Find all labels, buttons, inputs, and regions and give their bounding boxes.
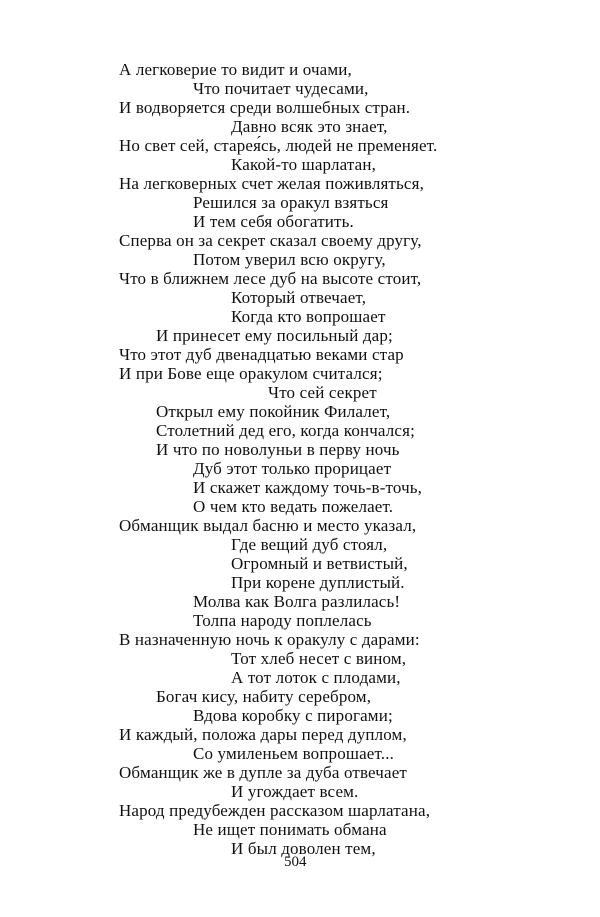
poem-line: Обманщик выдал басню и место указал, xyxy=(119,516,417,535)
poem-line: В назначенную ночь к оракулу с дарами: xyxy=(119,630,420,649)
poem-line: Что в ближнем лесе дуб на высоте стоит, xyxy=(119,269,422,288)
poem-line: Но свет сей, старея́сь, людей не пременяет. xyxy=(119,136,438,155)
poem-line: Который отвечает, xyxy=(231,288,367,307)
poem-line: Народ предубежден рассказом шарлатана, xyxy=(119,801,431,820)
poem-line: И при Бове еще оракулом считался; xyxy=(119,364,383,383)
poem-line: О чем кто ведать пожелает. xyxy=(193,497,394,516)
poem-line: Богач кису, набиту серебром, xyxy=(156,687,372,706)
poem-line: Тот хлеб несет с вином, xyxy=(231,649,407,668)
poem-line: Давно всяк это знает, xyxy=(231,117,388,136)
poem-line: И каждый, положа дары перед дуплом, xyxy=(119,725,407,744)
poem-line: Толпа народу поплелась xyxy=(193,611,372,630)
poem-line: Решился за оракул взяться xyxy=(193,193,389,212)
poem-line: И что по новолуньи в перву ночь xyxy=(156,440,400,459)
poem-line: Обманщик же в дупле за дуба отвечает xyxy=(119,763,407,782)
poem-line: Сперва он за секрет сказал своему другу, xyxy=(119,231,422,250)
page-number: 504 xyxy=(284,854,307,870)
poem-line: И был доволен тем, xyxy=(231,839,376,858)
poem-line: Огромный и ветвистый, xyxy=(231,554,408,573)
poem-line: Молва как Волга разлилась! xyxy=(193,592,401,611)
poem-line: При корене дуплистый. xyxy=(231,573,405,592)
poem-line: Вдова коробку с пирогами; xyxy=(193,706,393,725)
poem-line: Со умиленьем вопрошает... xyxy=(193,744,394,763)
poem-line: Столетний дед его, когда кончался; xyxy=(156,421,415,440)
poem-line: А легковерие то видит и очами, xyxy=(119,60,352,79)
poem-line: И тем себя обогатить. xyxy=(193,212,354,231)
poem-line: Дуб этот только прорицает xyxy=(193,459,392,478)
poem-line: Что сей секрет xyxy=(268,383,377,402)
poem-line: Что этот дуб двенадцатью веками стар xyxy=(119,345,404,364)
poem-line: Открыл ему покойник Филалет, xyxy=(156,402,391,421)
poem-line: Не ищет понимать обмана xyxy=(193,820,387,839)
poem-line: Когда кто вопрошает xyxy=(231,307,386,326)
poem-line: И угождает всем. xyxy=(231,782,359,801)
poem-line: Где вещий дуб стоял, xyxy=(231,535,388,554)
poem-line: И водворяется среди волшебных стран. xyxy=(119,98,411,117)
poem-line: Потом уверил всю округу, xyxy=(193,250,386,269)
poem-line: И скажет каждому точь-в-точь, xyxy=(193,478,423,497)
poem-line: Какой-то шарлатан, xyxy=(231,155,377,174)
poem-line: На легковерных счет желая поживляться, xyxy=(119,174,424,193)
poem-line: А тот лоток с плодами, xyxy=(231,668,401,687)
poem-line: Что почитает чудесами, xyxy=(193,79,369,98)
poem-line: И принесет ему посильный дар; xyxy=(156,326,393,345)
